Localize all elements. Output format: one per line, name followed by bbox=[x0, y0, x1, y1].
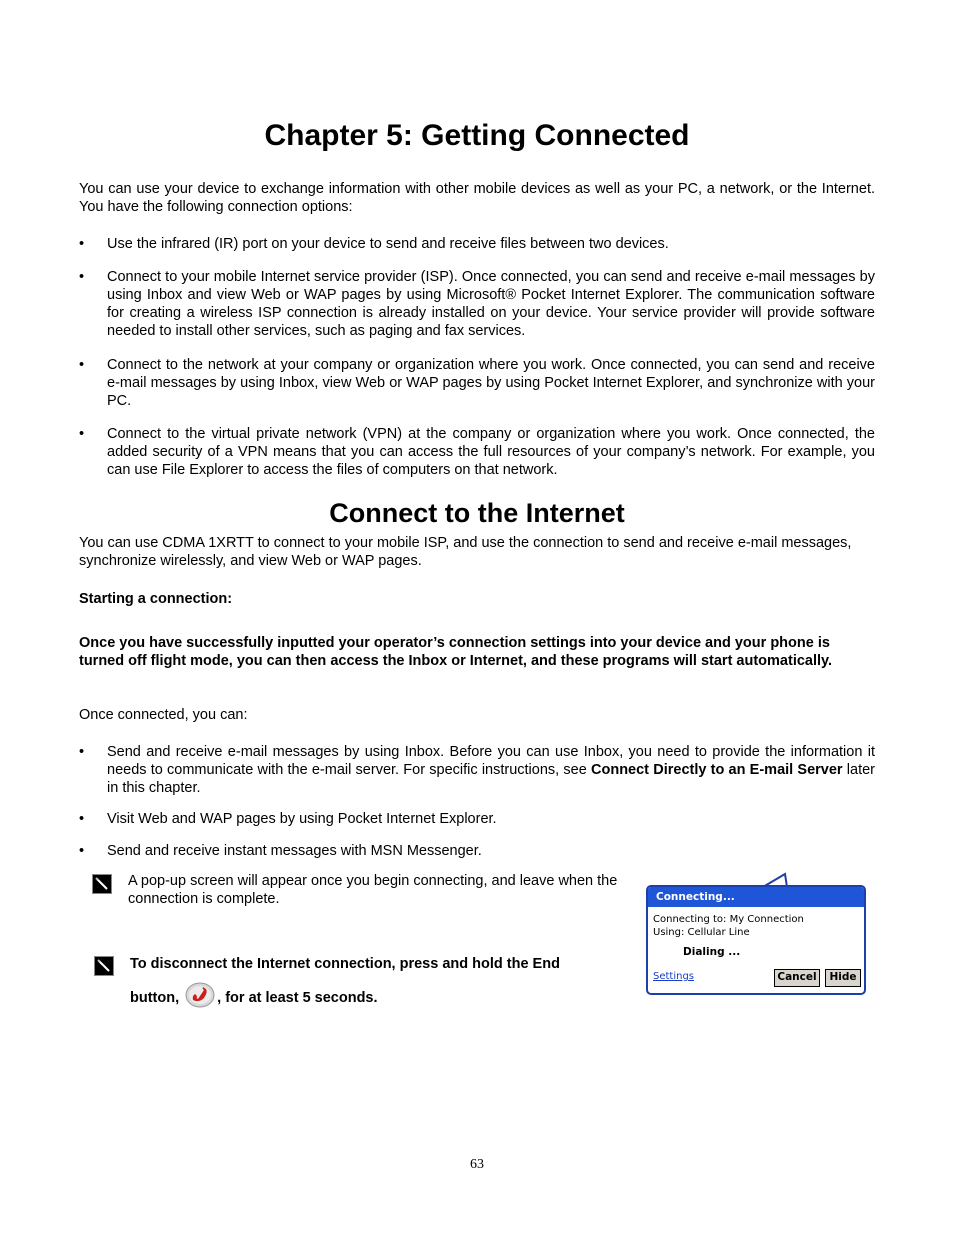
email-text-start: Send and receive e-mail messages by using Inbox. Before you can use Inbox, you need to provide the information it needs to communicate with the e-mail server. For specific instructions, see bbox=[107, 744, 875, 778]
once-connected-text: Once connected, you can: bbox=[79, 707, 248, 723]
note-disconnect bbox=[130, 955, 630, 1008]
list-item bbox=[79, 810, 875, 828]
capability-web: Visit Web and WAP pages by using Pocket Internet Explorer. bbox=[107, 811, 497, 827]
bullet-marker: • bbox=[79, 426, 85, 442]
option-text: Connect to the network at your company or organization where you work. Once connected, you can send and receive e-mail messages by using Inbox, view Web or WAP pages by using Pocket Internet Explorer, and synchronize with your PC. bbox=[107, 357, 875, 409]
intro-paragraph: You can use your device to exchange information with other mobile devices as well as your PC, a network, or the Internet. You have the following connection options: bbox=[79, 181, 875, 215]
dialog-using: Using: Cellular Line bbox=[653, 927, 750, 938]
section-intro: You can use CDMA 1XRTT to connect to your mobile ISP, and use the connection to send and receive e-mail messages, synchronize wirelessly, and view Web or WAP pages. bbox=[79, 535, 852, 569]
capability-msn: Send and receive instant messages with MSN Messenger. bbox=[107, 843, 482, 859]
bullet-marker: • bbox=[79, 236, 85, 252]
cancel-button[interactable]: Cancel bbox=[774, 969, 820, 987]
page-number: 63 bbox=[470, 1157, 484, 1172]
end-call-icon bbox=[185, 982, 215, 1008]
list-item bbox=[79, 235, 875, 253]
list-item bbox=[79, 842, 875, 860]
capability-email bbox=[107, 743, 875, 797]
connecting-dialog bbox=[646, 885, 866, 995]
note-icon bbox=[92, 874, 112, 894]
bullet-marker: • bbox=[79, 811, 85, 827]
section-title: Connect to the Internet bbox=[329, 498, 625, 528]
list-item bbox=[79, 268, 875, 340]
dialog-connecting-to: Connecting to: My Connection bbox=[653, 914, 804, 925]
dialog-title: Connecting... bbox=[648, 887, 864, 907]
bullet-marker: • bbox=[79, 269, 85, 285]
starting-heading: Starting a connection: bbox=[79, 591, 233, 607]
list-item bbox=[79, 425, 875, 479]
starting-body: Once you have successfully inputted your operator’s connection settings into your device and your phone is turned off flight mode, you can then access the Inbox or Internet, and these programs will start automatically. bbox=[79, 635, 833, 669]
note-disconnect-line1: To disconnect the Internet connection, press and hold the End bbox=[130, 956, 560, 972]
option-text: Connect to your mobile Internet service provider (ISP). Once connected, you can send and receive e-mail messages by using Inbox and view Web or WAP pages by using Microsoft® Pocket Internet Explorer. The communication software for creating a wireless ISP connection is already installed on your device. Your service provider will provide software needed to install other services, such as paging and fax services. bbox=[107, 269, 875, 339]
note-popup-text: A pop-up screen will appear once you begin connecting, and leave when the connection is complete. bbox=[128, 873, 618, 907]
note-icon bbox=[94, 956, 114, 976]
hide-button[interactable]: Hide bbox=[825, 969, 861, 987]
email-text-end: later in this chapter. bbox=[107, 762, 876, 796]
chapter-title: Chapter 5: Getting Connected bbox=[264, 119, 690, 152]
email-link-reference: Connect Directly to an E-mail Server bbox=[591, 762, 843, 778]
connecting-popup bbox=[645, 872, 871, 1000]
bullet-marker: • bbox=[79, 357, 85, 373]
note-disconnect-line2 bbox=[130, 982, 630, 1008]
note-disconnect-pre: button, bbox=[130, 990, 184, 1006]
settings-link[interactable]: Settings bbox=[653, 971, 695, 982]
list-item bbox=[79, 356, 875, 410]
list-item bbox=[79, 743, 875, 797]
bullet-marker: • bbox=[79, 744, 85, 760]
option-text: Connect to the virtual private network (VPN) at the company or organization where you work. Once connected, the added security of a VPN means that you can access the full resources of your company’s network. For example, you can use File Explorer to access the files of computers on that network. bbox=[107, 426, 875, 478]
bullet-marker: • bbox=[79, 843, 85, 859]
note-disconnect-post: , for at least 5 seconds. bbox=[217, 990, 378, 1006]
dialog-status: Dialing ... bbox=[683, 946, 741, 958]
option-text: Use the infrared (IR) port on your device to send and receive files between two devices. bbox=[107, 236, 669, 252]
